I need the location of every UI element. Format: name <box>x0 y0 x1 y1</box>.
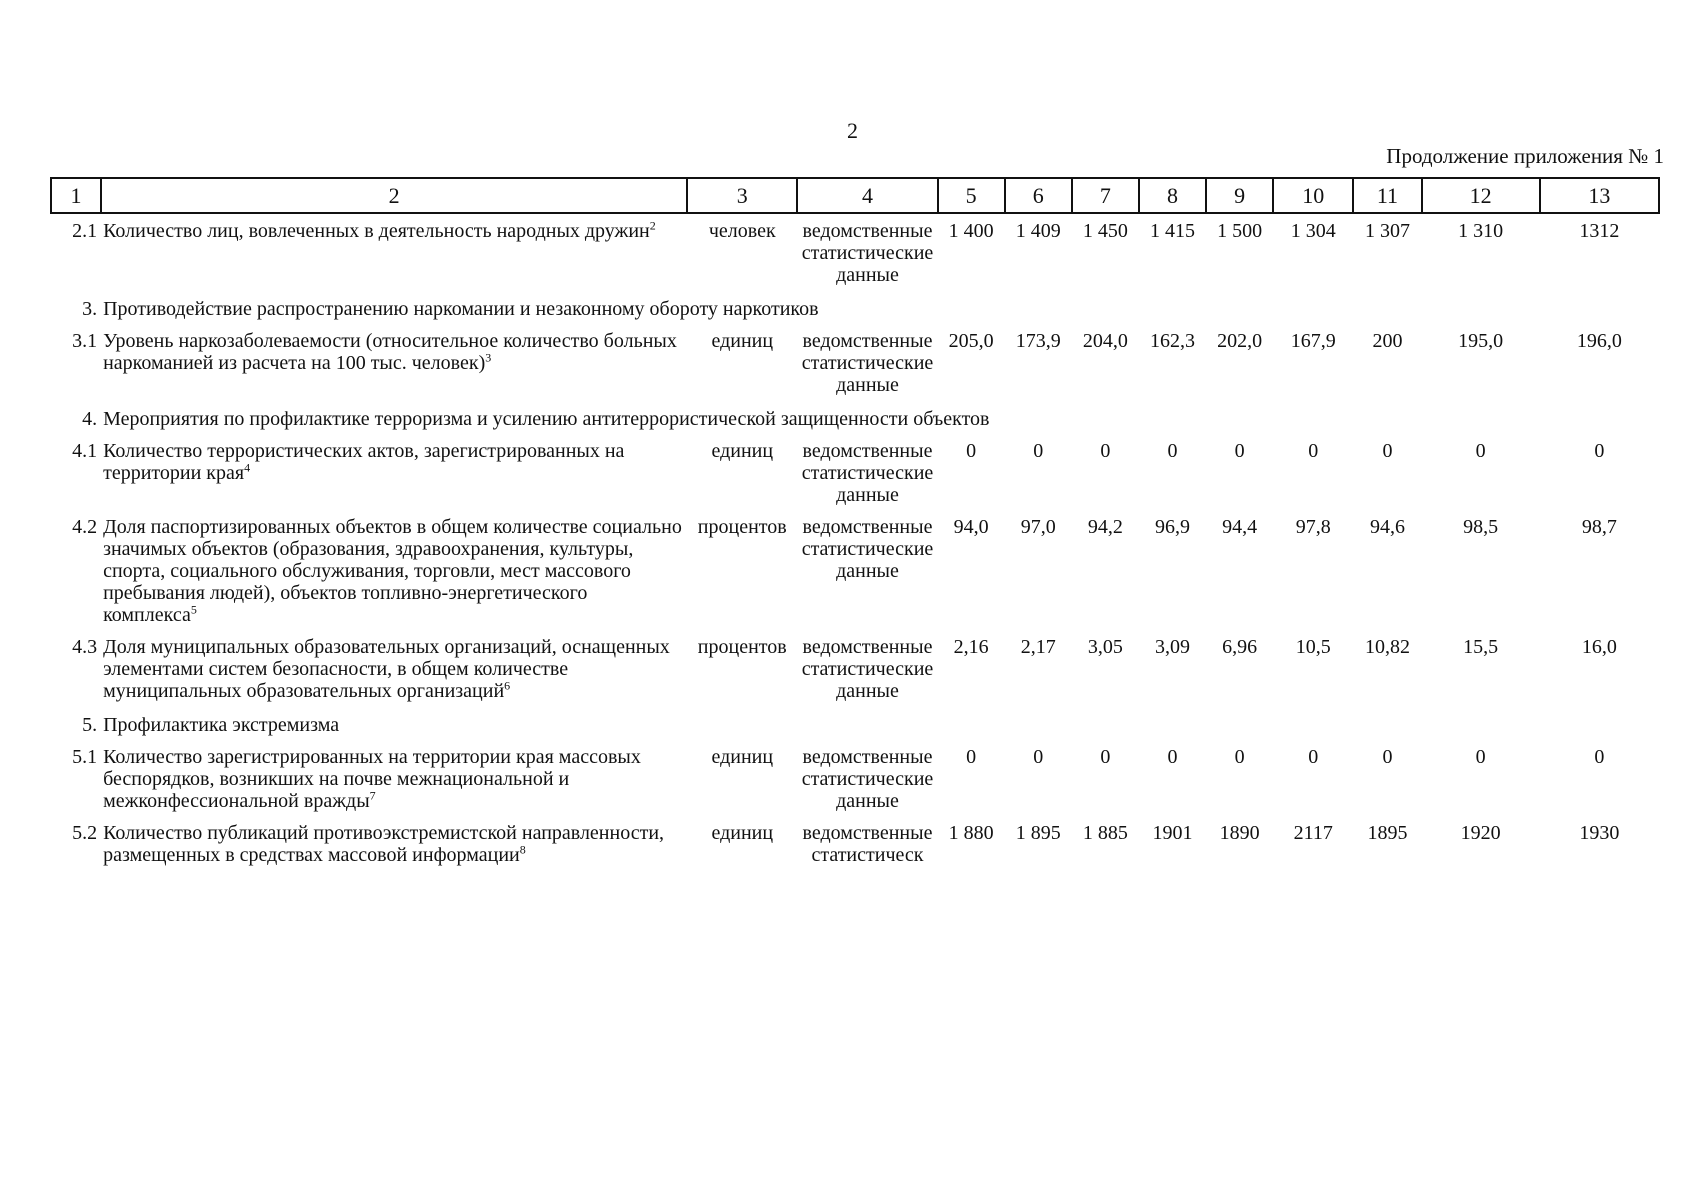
row-number: 4.2 <box>72 516 98 538</box>
value-cell: 0 <box>1594 440 1605 462</box>
value-cell: 97,8 <box>1295 516 1331 538</box>
indicator-name-cell <box>101 510 687 630</box>
row-number: 5. <box>82 714 98 736</box>
data-source: ведомственные статистические данные <box>801 746 934 812</box>
unit-of-measure: единиц <box>711 440 774 462</box>
value-cell: 10,82 <box>1364 636 1410 658</box>
column-header-9: 9 <box>1206 178 1273 213</box>
table-row <box>51 740 1659 816</box>
appendix-note: Продолжение приложения № 1 <box>1386 144 1664 168</box>
value-cell: 1 500 <box>1217 220 1263 242</box>
column-header-10: 10 <box>1273 178 1353 213</box>
unit-of-measure: единиц <box>711 330 774 352</box>
section-row <box>51 400 1659 434</box>
page-number: 2 <box>847 118 858 143</box>
indicator-name: Количество публикаций противоэкстремистской направленности, размещенных в средствах массовой информации <box>103 822 665 866</box>
column-header-5: 5 <box>938 178 1005 213</box>
data-source: ведомственные статистические данные <box>801 440 934 506</box>
column-header-11: 11 <box>1353 178 1421 213</box>
value-cell: 0 <box>1475 440 1486 462</box>
header-row <box>51 178 1659 213</box>
value-cell: 1920 <box>1460 822 1501 844</box>
value-cell: 1 409 <box>1015 220 1061 242</box>
value-cell: 10,5 <box>1295 636 1331 658</box>
table-body <box>51 213 1659 870</box>
value-cell: 15,5 <box>1463 636 1499 658</box>
table-row <box>51 630 1659 706</box>
value-cell: 0 <box>1382 440 1393 462</box>
value-cell: 1 885 <box>1082 822 1128 844</box>
value-cell: 0 <box>1167 440 1178 462</box>
indicator-name: Доля муниципальных образовательных организаций, оснащенных элементами систем безопасности, в общем количестве муниципальных образовательных организаций <box>103 636 670 702</box>
column-header-6: 6 <box>1005 178 1072 213</box>
value-cell: 0 <box>1234 440 1245 462</box>
table-row <box>51 510 1659 630</box>
value-cell: 0 <box>1100 746 1111 768</box>
column-header-4: 4 <box>797 178 937 213</box>
column-header-2: 2 <box>101 178 687 213</box>
value-cell: 94,2 <box>1087 516 1123 538</box>
row-number: 5.1 <box>72 746 98 768</box>
indicator-name: Количество лиц, вовлеченных в деятельность народных дружин <box>103 220 650 242</box>
value-cell: 205,0 <box>948 330 994 352</box>
column-header-7: 7 <box>1072 178 1139 213</box>
value-cell: 195,0 <box>1458 330 1504 352</box>
table-row <box>51 816 1659 870</box>
value-cell: 0 <box>1308 440 1319 462</box>
value-cell: 0 <box>1475 746 1486 768</box>
indicator-name-cell <box>101 324 687 400</box>
column-header-13: 13 <box>1540 178 1659 213</box>
value-cell: 1 307 <box>1364 220 1410 242</box>
footnote-marker: 6 <box>504 678 511 693</box>
indicators-table <box>50 177 1660 870</box>
section-title: Профилактика экстремизма <box>103 714 340 736</box>
section-title: Мероприятия по профилактике терроризма и усилению антитеррористической защищенности объектов <box>103 408 990 430</box>
unit-of-measure: процентов <box>697 516 787 538</box>
value-cell: 98,7 <box>1581 516 1617 538</box>
data-source: ведомственные статистические данные <box>801 636 934 702</box>
value-cell: 16,0 <box>1581 636 1617 658</box>
data-source: ведомственные статистическ <box>802 822 933 866</box>
value-cell: 96,9 <box>1155 516 1191 538</box>
section-row <box>51 290 1659 324</box>
column-header-3: 3 <box>687 178 797 213</box>
value-cell: 167,9 <box>1290 330 1336 352</box>
footnote-marker: 8 <box>519 842 526 857</box>
value-cell: 1 400 <box>948 220 994 242</box>
footnote-marker: 2 <box>649 218 656 233</box>
value-cell: 0 <box>1033 440 1044 462</box>
table-row <box>51 213 1659 290</box>
value-cell: 162,3 <box>1150 330 1196 352</box>
indicator-name-cell <box>101 213 687 290</box>
section-title: Противодействие распространению наркомании и незаконному обороту наркотиков <box>103 298 819 320</box>
section-row <box>51 706 1659 740</box>
row-number: 4.1 <box>72 440 98 462</box>
value-cell: 202,0 <box>1217 330 1263 352</box>
indicator-name: Количество зарегистрированных на территории края массовых беспорядков, возникших на почве межнациональной и межконфессиональной вражды <box>103 746 641 812</box>
value-cell: 2117 <box>1293 822 1333 844</box>
value-cell: 1 880 <box>948 822 994 844</box>
column-header-8: 8 <box>1139 178 1206 213</box>
data-source: ведомственные статистические данные <box>801 220 934 286</box>
footnote-marker: 5 <box>190 602 197 617</box>
value-cell: 196,0 <box>1576 330 1622 352</box>
indicator-name: Доля паспортизированных объектов в общем количестве социально значимых объектов (образования, здравоохранения, культуры, спорта, социального обслуживания, торговли, мест массового пребывания людей), объектов топливно-энергетического комплекса <box>103 516 682 626</box>
value-cell: 1930 <box>1579 822 1620 844</box>
column-header-12: 12 <box>1422 178 1540 213</box>
value-cell: 0 <box>1167 746 1178 768</box>
unit-of-measure: человек <box>708 220 776 242</box>
value-cell: 200 <box>1372 330 1403 352</box>
indicator-name-cell <box>101 434 687 510</box>
value-cell: 0 <box>1382 746 1393 768</box>
row-number: 3. <box>82 298 98 320</box>
indicator-name: Уровень наркозаболеваемости (относительное количество больных наркоманией из расчета на 100 тыс. человек) <box>103 330 677 374</box>
unit-of-measure: единиц <box>711 746 774 768</box>
footnote-marker: 7 <box>369 788 376 803</box>
footnote-marker: 3 <box>485 350 492 365</box>
value-cell: 94,4 <box>1222 516 1258 538</box>
data-source: ведомственные статистические данные <box>801 330 934 396</box>
value-cell: 0 <box>1594 746 1605 768</box>
unit-of-measure: единиц <box>711 822 774 844</box>
row-number: 5.2 <box>72 822 98 844</box>
value-cell: 173,9 <box>1015 330 1061 352</box>
value-cell: 1 304 <box>1290 220 1336 242</box>
row-number: 3.1 <box>72 330 98 352</box>
data-source: ведомственные статистические данные <box>801 516 934 582</box>
value-cell: 6,96 <box>1222 636 1258 658</box>
value-cell: 0 <box>966 440 977 462</box>
value-cell: 0 <box>1100 440 1111 462</box>
indicator-name-cell <box>101 630 687 706</box>
value-cell: 1 895 <box>1015 822 1061 844</box>
value-cell: 1901 <box>1152 822 1193 844</box>
value-cell: 2,16 <box>953 636 989 658</box>
indicator-name: Количество террористических актов, зарегистрированных на территории края <box>103 440 625 484</box>
value-cell: 1 450 <box>1082 220 1128 242</box>
value-cell: 94,0 <box>953 516 989 538</box>
value-cell: 1 415 <box>1150 220 1196 242</box>
column-header-1: 1 <box>51 178 101 213</box>
unit-of-measure: процентов <box>697 636 787 658</box>
row-number: 4. <box>82 408 98 430</box>
value-cell: 0 <box>966 746 977 768</box>
row-number: 4.3 <box>72 636 98 658</box>
value-cell: 1312 <box>1579 220 1620 242</box>
row-number: 2.1 <box>72 220 98 242</box>
value-cell: 1 310 <box>1458 220 1504 242</box>
value-cell: 1890 <box>1219 822 1260 844</box>
footnote-marker: 4 <box>244 460 251 475</box>
value-cell: 1895 <box>1367 822 1408 844</box>
value-cell: 3,05 <box>1087 636 1123 658</box>
value-cell: 2,17 <box>1020 636 1056 658</box>
value-cell: 0 <box>1308 746 1319 768</box>
value-cell: 97,0 <box>1020 516 1056 538</box>
indicator-name-cell <box>101 816 687 870</box>
indicator-name-cell <box>101 740 687 816</box>
value-cell: 94,6 <box>1369 516 1405 538</box>
value-cell: 204,0 <box>1082 330 1128 352</box>
table-row <box>51 434 1659 510</box>
value-cell: 98,5 <box>1463 516 1499 538</box>
value-cell: 0 <box>1033 746 1044 768</box>
table-row <box>51 324 1659 400</box>
value-cell: 3,09 <box>1155 636 1191 658</box>
value-cell: 0 <box>1234 746 1245 768</box>
